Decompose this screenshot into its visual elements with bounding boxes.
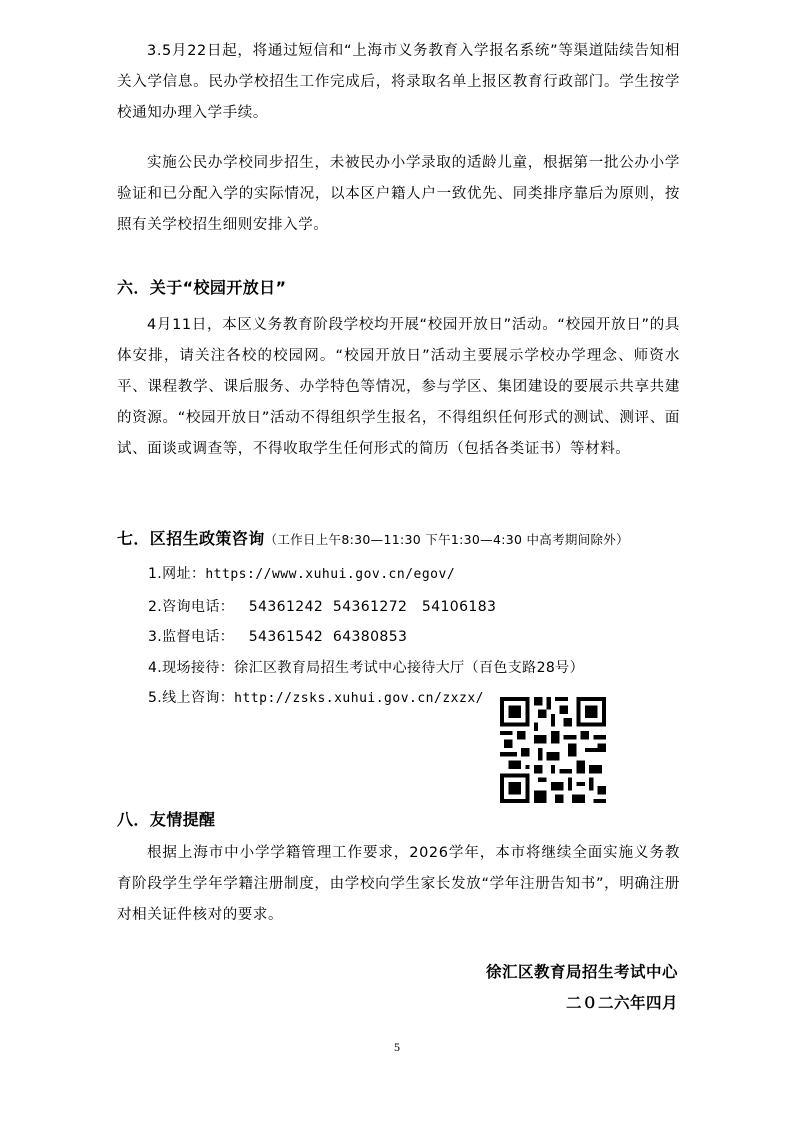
section8-heading: 八．友情提醒 — [117, 810, 216, 829]
contact-item-onsite — [148, 658, 584, 678]
section6-paragraph: 4月11日，本区义务教育阶段学校均开展“校园开放日”活动。“校园开放日”的具体安排，请关注各校的校园网。“校园开放日”活动主要展示学校办学理念、师资水平、课程教学、课后服务、办学特色等情况，参与学区、集团建设的要展示共享共建的资源。“校园开放日”活动不得组织学生报名，不得组织任何形式的测试、测评、面试、面谈或调查等，不得收取学生任何形式的简历（包括各类证书）等材料。 — [117, 317, 680, 457]
contact-label: 2.咨询电话： — [148, 599, 235, 615]
signature-org: 徐汇区教育局招生考试中心 — [485, 963, 678, 981]
contact-label: 5.线上咨询： — [148, 690, 235, 706]
contact-item-consult-phone — [148, 597, 496, 617]
contact-label: 4.现场接待： — [148, 660, 235, 676]
website-link[interactable]: https://www.xuhui.gov.cn/egov/ — [205, 567, 456, 582]
section7-heading — [117, 527, 629, 552]
section7-title: 七．区招生政策咨询 — [117, 529, 265, 548]
contact-item-supervise-phone — [148, 627, 407, 647]
qr-code-icon — [498, 697, 608, 803]
section5-paragraph-1: 3.5月22日起，将通过短信和“上海市义务教育入学报名系统”等渠道陆续告知相关入学信息。民办学校招生工作完成后，将录取名单上报区教育行政部门。学生按学校通知办理入学手续。 — [117, 43, 680, 121]
supervise-phone-numbers: 54361542 64380853 — [234, 629, 408, 645]
contact-item-online — [148, 688, 484, 709]
consult-phone-numbers: 54361242 54361272 54106183 — [234, 599, 497, 615]
section5-paragraph-2: 实施公民办学校同步招生，未被民办小学录取的适龄儿童，根据第一批公办小学验证和已分配入学的实际情况，以本区户籍人户一致优先、同类排序靠后为原则，按照有关学校招生细则安排入学。 — [117, 155, 680, 233]
section8-paragraph: 根据上海市中小学学籍管理工作要求，2026学年，本市将继续全面实施义务教育阶段学生学年学籍注册制度，由学校向学生家长发放“学年注册告知书”，明确注册对相关证件核对的要求。 — [117, 845, 680, 923]
section7-hours-note: （工作日上午8:30—11:30 下午1:30—4:30 中高考期间除外） — [264, 532, 629, 547]
section6-heading: 六．关于“校园开放日” — [117, 278, 287, 297]
page-number: 5 — [394, 1040, 400, 1054]
online-consult-link[interactable]: http://zsks.xuhui.gov.cn/zxzx/ — [234, 691, 484, 706]
signature-date: 二０二六年四月 — [565, 994, 678, 1012]
onsite-address: 徐汇区教育局招生考试中心接待大厅（百色支路28号） — [234, 660, 584, 676]
contact-item-website — [148, 564, 455, 585]
contact-label: 1.网址： — [148, 566, 206, 582]
contact-label: 3.监督电话： — [148, 629, 235, 645]
